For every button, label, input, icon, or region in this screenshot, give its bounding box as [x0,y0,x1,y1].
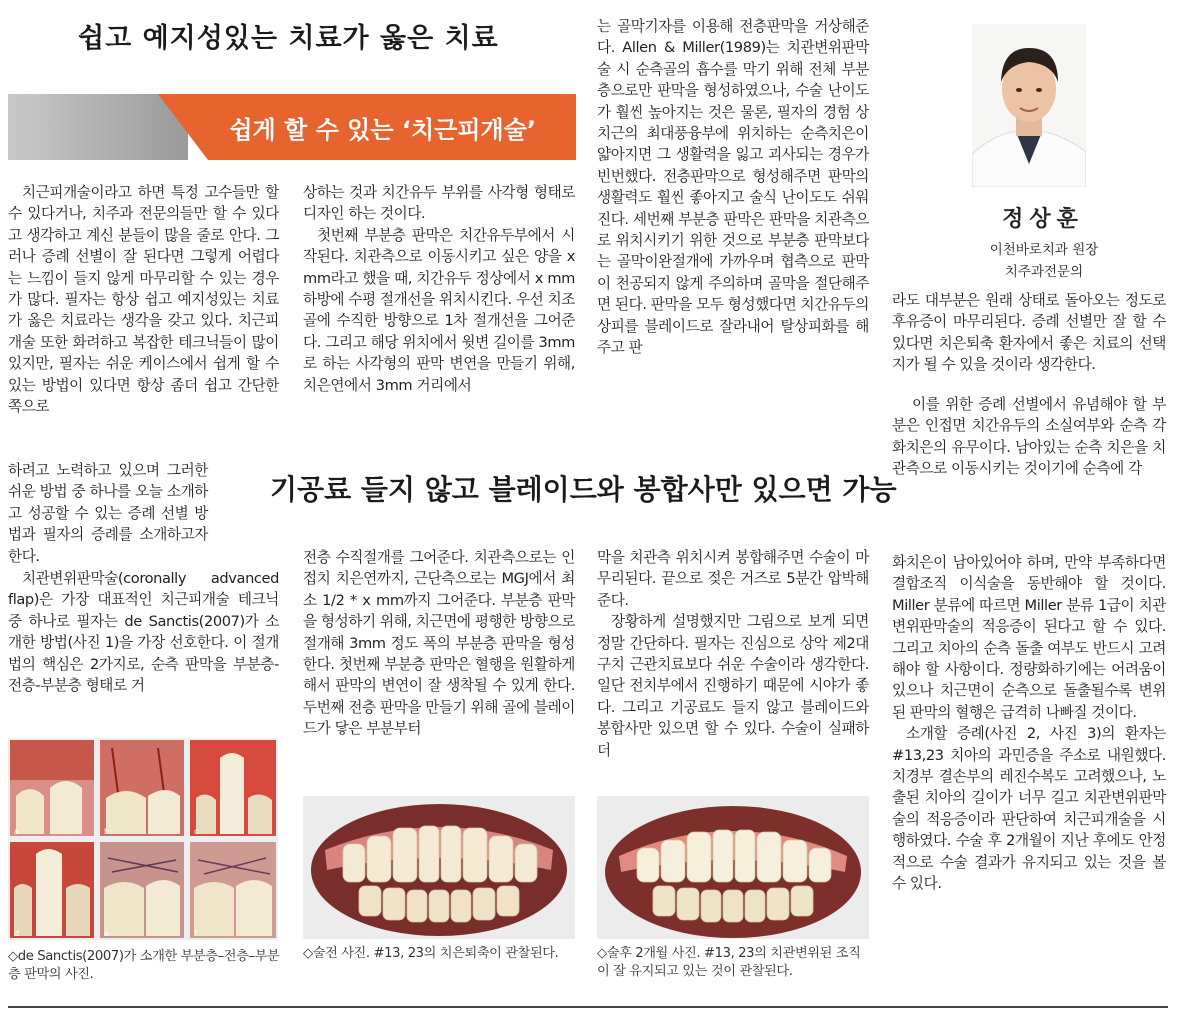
paragraph: 상하는 것과 치간유두 부위를 사각형 형태로 디자인 하는 것이다. [303,184,575,223]
paragraph: 는 골막기자를 이용해 전층판막을 거상해준다. Allen & Miller(1989)는 치관변위판막술 시 순측골의 흡수를 막기 위해 전체 부분층으로만 판막을 형성하였으나, 수술 난이도가 훨씬 높아지는 것은 물론, 필자의 경험 상 치근의 최대풍융부에 위치하는 순측치은이 얇아지면 그 생활력을 잃고 괴사되는 경우가 빈번했다. 전층판막으로 형성해주면 판막의 생활력도 훨씬 좋아지고 술식 난이도도 쉬워진다. 세번째 부분층 판막은 판막을 치관측으로 위치시키기 위한 것으로 부분층 판막보다는 골막이완절개에 가까우며 협측으로 판막이 천공되지 않게 주의하며 골막을 절단해주면 된다. 판막을 모두 형성했다면 치간유두의 상피를 블레이드로 잘라내어 탈상피화를 해주고 판 [597,18,869,357]
author-photo [972,24,1086,187]
panel-label-e: e [104,929,109,938]
panel-c [190,740,276,836]
panel-e [100,842,184,938]
column-4-a [892,290,1166,376]
panel-d [10,842,94,938]
caption-photo-3: ◇술후 2개월 사진. #13, 23의 치관변위된 조직이 잘 유지되고 있는 것이 관찰된다. [597,946,861,979]
author-name: 정상훈 [1002,207,1084,232]
panel-label-f: f [194,929,197,938]
panel-label-b: b [104,827,110,836]
paragraph: 장황하게 설명했지만 그림으로 보게 되면 정말 간단하다. 필자는 진심으로 상악 제2대구치 근관치료보다 쉬운 수술이라 생각한다. 일단 전치부에서 진행하기 때문에 시야가 좋다. 그리고 기공료도 들지 않고 블레이드와 봉합사만 있으면 할 수 있다. 수술이 실패하더 [597,613,869,759]
panel-a [10,740,94,836]
column-1-top [8,182,279,417]
panel-label-c: c [194,827,199,836]
paragraph: 하려고 노력하고 있으며 그러한 쉬운 방법 중 하나를 오늘 소개하고 성공할 수 있는 증례 선별 방법과 필자의 증례를 소개하고자 한다. [8,462,208,565]
column-3-top [597,16,869,359]
paragraph: 첫번째 부분층 판막은 치간유두부에서 시작된다. 치관측으로 이동시키고 싶은 양을 x mm라고 했을 때, 치간유두 정상에서 x mm 하방에 수평 절개선을 위치시킨다. 우선 치조골에 수직한 방향으로 1차 절개선을 그어준다. 그리고 해당 위치에서 윗변 길이를 3mm로 하는 사각형의 판막 변연을 만들기 위해, 치은연에서 3mm 거리에서 [303,226,575,394]
surgery-photo-grid [8,738,278,940]
panel-label-a: a [14,827,19,836]
author-affiliation-2: 치주과전문의 [1004,264,1084,280]
panel-b [100,740,184,836]
paragraph: 라도 대부분은 원래 상태로 돌아오는 정도로 후유증이 마무리된다. 증례 선별만 잘 할 수 있다면 치은퇴축 환자에서 좋은 치료의 선택지가 될 수 있을 것이라 생각한다. [892,292,1166,374]
subheadline: 기공료 들지 않고 블레이드와 봉합사만 있으면 가능 [270,473,897,506]
column-1-mid-a [8,460,208,567]
paragraph: 소개할 증례(사진 2, 사진 3)의 환자는 #13,23 치아의 과민증을 주소로 내원했다. 치경부 결손부의 레진수복도 고려했으나, 노출된 치아의 길이가 너무 길고 치관변위판막술의 적응증이라 판단하여 치근피개술을 시행하였다. 수술 후 2개월이 지난 후에도 안정적으로 수술 결과가 유지되고 있는 것을 볼 수 있다. [892,725,1166,893]
preop-photo [303,796,575,939]
postop-photo [597,796,869,939]
column-2-top [303,182,575,396]
author-affiliation-1: 이천바로치과 원장 [989,242,1099,258]
paragraph: 이를 위한 증례 선별에서 유념해야 할 부분은 인접면 치간유두의 소실여부와 순측 각화치은의 유무이다. 남아있는 순측 치은을 치관측으로 이동시키는 것이기에 순측에 각 [892,396,1166,478]
bottom-divider [8,1006,1168,1008]
column-4-c [892,552,1166,895]
author-portrait [972,24,1086,187]
column-1-mid-b [8,568,279,696]
column-2-bottom [303,547,575,740]
section-banner [8,94,576,160]
paragraph: 전층 수직절개를 그어준다. 치관측으로는 인접치 치은연까지, 근단측으로는 MGJ에서 최소 1/2 * x mm까지 그어준다. 부분층 판막을 형성하기 위해, 치근면에 평행한 방향으로 절개해 3mm 정도 폭의 부분층 판막을 형성한다. 첫번째 부분층 판막은 혈행을 원활하게 해서 판막의 변연이 잘 생착될 수 있게 한다. 두번째 전층 판막을 만들기 위해 골에 블레이드가 닿은 부분부터 [303,549,575,738]
panel-label-d: d [14,929,20,938]
paragraph: 막을 치관측 위치시켜 봉합해주면 수술이 마무리된다. 끝으로 젖은 거즈로 5분간 압박해준다. [597,549,869,609]
panel-f [190,842,276,938]
column-4-b [892,394,1166,480]
caption-photo-1: ◇de Sanctis(2007)가 소개한 부분층–전층–부분층 판막의 사진. [8,949,280,982]
paragraph: 치근피개술이라고 하면 특정 고수들만 할 수 있다거나, 치주과 전문의들만 할 수 있다고 생각하고 계신 분들이 많을 줄로 안다. 그러나 증례 선별이 잘 된다면 그렇게 어렵다는 느낌이 들지 않게 마무리할 수 있는 경우가 많다. 필자는 항상 쉽고 예지성있는 치료가 옳은 치료라는 생각을 갖고 있다. 치근피개술 또한 화려하고 복잡한 테크닉들이 많이 있지만, 필자는 쉬운 케이스에서 쉽게 할 수 있는 방법이 있다면 항상 좀더 쉽고 간단한 쪽으로 [8,184,279,416]
caption-photo-2: ◇술전 사진. #13, 23의 치은퇴축이 관찰된다. [303,946,559,961]
banner-title: 쉽게 할 수 있는 ‘치근피개술’ [229,116,536,144]
paragraph: 치관변위판막술(coronally advanced flap)은 가장 대표적인 치근피개술 테크닉 중 하나로 필자는 de Sanctis(2007)가 소개한 방법(사진 1)을 가장 선호한다. 이 절개법의 핵심은 2가지로, 순측 판막을 부분층-전층-부분층 형태로 거 [8,570,279,695]
column-3-bottom [597,547,869,761]
paragraph: 화치은이 남아있어야 하며, 만약 부족하다면 결합조직 이식술을 동반해야 할 것이다. Miller 분류에 따르면 Miller 분류 1급이 치관변위판막술의 적응증이 된다고 할 수 있다. 그리고 치아의 순측 돌출 여부도 반드시 고려해야 할 사항이다. 정량화하기에는 어려움이 있으나 치근면이 순측으로 돌출될수록 변위된 판막의 혈행은 급격히 나빠질 것이다. [892,554,1166,721]
article-title: 쉽고 예지성있는 치료가 옳은 치료 [78,23,499,54]
